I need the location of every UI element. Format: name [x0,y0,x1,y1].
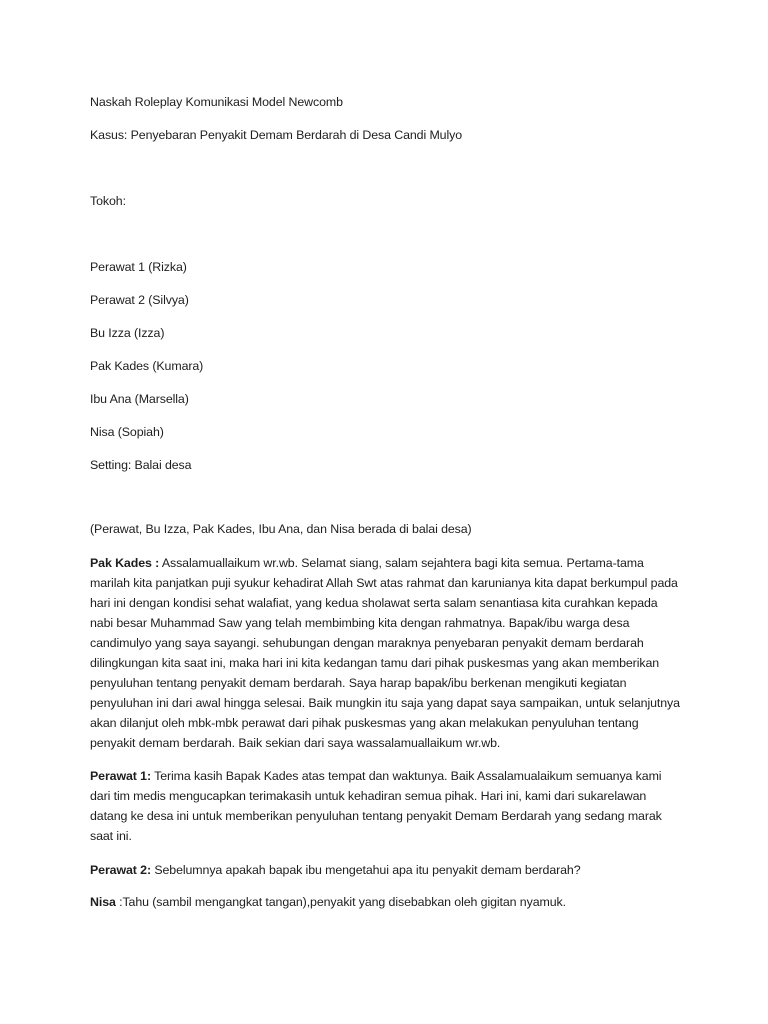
dialogue-text: Sebelumnya apakah bapak ibu mengetahui apa itu penyakit demam berdarah? [150,863,581,877]
dialogue-paragraph [90,860,680,880]
setting-line: Setting: Balai desa [90,458,192,472]
speaker-name: Nisa [90,895,116,909]
character-item: Pak Kades (Kumara) [90,359,204,373]
speaker-name: Pak Kades : [90,556,160,570]
character-item: Nisa (Sopiah) [90,425,164,439]
case-line: Kasus: Penyebaran Penyakit Demam Berdarah di Desa Candi Mulyo [90,128,463,142]
document-title: Naskah Roleplay Komunikasi Model Newcomb [90,95,343,109]
characters-heading: Tokoh: [90,194,126,208]
dialogue-text: Terima kasih Bapak Kades atas tempat dan waktunya. Baik Assalamualaikum semuanya kami dari tim medis mengucapkan terimakasih untuk kehadiran semua pihak. Hari ini, kami dari sukarelawan datang ke desa ini untuk memberikan penyuluhan tentang penyakit Demam Berdarah yang sedang marak saat ini. [90,769,662,843]
character-item: Perawat 1 (Rizka) [90,260,187,274]
character-item: Perawat 2 (Silvya) [90,293,189,307]
character-item: Bu Izza (Izza) [90,326,165,340]
character-item: Ibu Ana (Marsella) [90,392,189,406]
speaker-name: Perawat 2: [90,863,151,877]
dialogue-paragraph [90,892,680,912]
dialogue-paragraph [90,766,680,846]
dialogue-text: :Tahu (sambil mengangkat tangan),penyakit yang disebabkan oleh gigitan nyamuk. [115,895,566,909]
stage-direction: (Perawat, Bu Izza, Pak Kades, Ibu Ana, dan Nisa berada di balai desa) [90,522,472,536]
dialogue-paragraph [90,553,680,753]
dialogue-text: Assalamuallaikum wr.wb. Selamat siang, salam sejahtera bagi kita semua. Pertama-tama marilah kita panjatkan puji syukur kehadirat Allah Swt atas rahmat dan karunianya kita dapat berkumpul pada hari ini dengan kondisi sehat walafiat, yang kedua sholawat serta salam senantiasa kita curahkan kepada nabi besar Muhammad Saw yang telah membimbing kita dengan rahmatnya. Bapak/ibu warga desa candimulyo yang saya sayangi. sehubungan dengan maraknya penyebaran penyakit demam berdarah dilingkungan kita saat ini, maka hari ini kita kedangan tamu dari pihak puskesmas yang akan memberikan penyuluhan tentang penyakit demam berdarah. Saya harap bapak/ibu berkenan mengikuti kegiatan penyuluhan ini dari awal hingga selesai. Baik mungkin itu saja yang dapat saya sampaikan, untuk selanjutnya akan dilanjut oleh mbk-mbk perawat dari pihak puskesmas yang akan melakukan penyuluhan tentang penyakit demam berdarah. Baik sekian dari saya wassalamuallaikum wr.wb. [90,556,680,750]
speaker-name: Perawat 1: [90,769,151,783]
